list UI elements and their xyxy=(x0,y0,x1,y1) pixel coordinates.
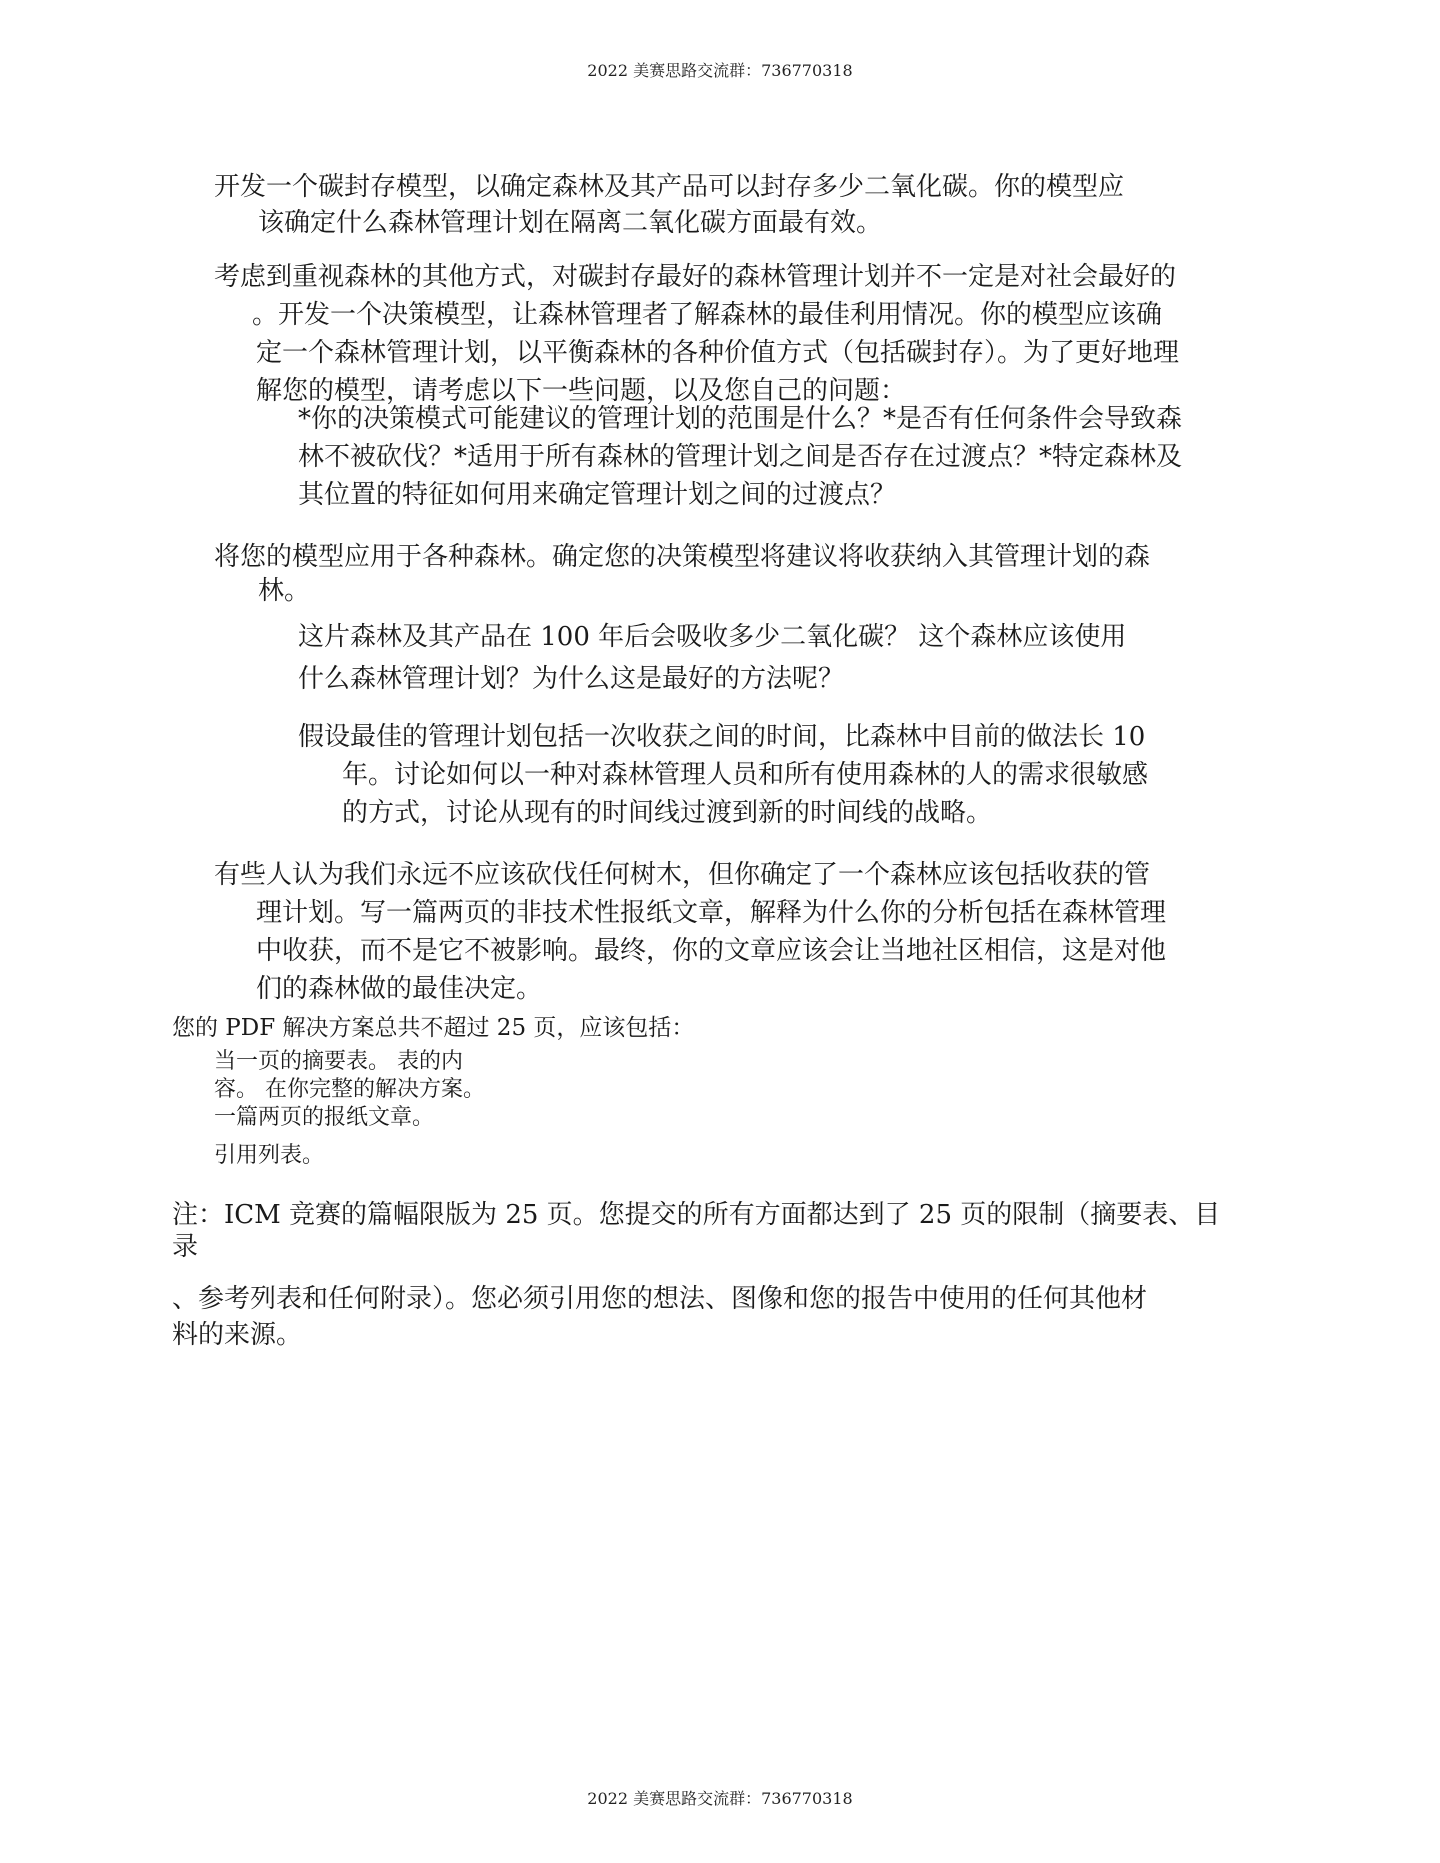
task2-line: 。开发一个决策模型，让森林管理者了解森林的最佳利用情况。你的模型应该确 xyxy=(252,300,1163,330)
task3-paragraph xyxy=(214,538,1150,614)
task4-paragraph xyxy=(214,856,1167,1008)
task2-question-line: 林不被砍伐？*适用于所有森林的管理计划之间是否存在过渡点？*特定森林及 xyxy=(298,442,1183,472)
page-footer: 2022 美赛思路交流群：736770318 xyxy=(587,1789,853,1808)
note-line: 、参考列表和任何附录）。您必须引用您的想法、图像和您的报告中使用的任何其他材 xyxy=(172,1284,1148,1314)
task3-subtask-1 xyxy=(298,616,1126,700)
task1-paragraph xyxy=(214,168,1124,244)
task4-line: 有些人认为我们永远不应该砍伐任何树木，但你确定了一个森林应该包括收获的管 xyxy=(214,860,1151,890)
task3-subtask-line: 什么森林管理计划？为什么这是最好的方法呢？ xyxy=(298,664,845,694)
submission-item: 一篇两页的报纸文章。 xyxy=(214,1105,435,1130)
task3-subtask-line: 这片森林及其产品在 100 年后会吸收多少二氧化碳？ 这个森林应该使用 xyxy=(298,622,1127,652)
submission-item: 容。 在你完整的解决方案。 xyxy=(214,1077,485,1102)
task1-line: 开发一个碳封存模型，以确定森林及其产品可以封存多少二氧化碳。你的模型应 xyxy=(214,172,1125,202)
task4-line: 中收获，而不是它不被影响。最终，你的文章应该会让当地社区相信，这是对他 xyxy=(256,936,1167,966)
task2-question-line: 其位置的特征如何用来确定管理计划之间的过渡点？ xyxy=(298,480,897,510)
task2-questions xyxy=(298,400,1182,514)
page-header: 2022 美赛思路交流群：736770318 xyxy=(587,61,853,80)
task3-subtask-line: 年。讨论如何以一种对森林管理人员和所有使用森林的人的需求很敏感 xyxy=(342,760,1149,790)
submission-list xyxy=(214,1048,485,1132)
note-paragraph xyxy=(172,1196,1220,1348)
note-line: 录 xyxy=(172,1232,199,1262)
task2-line: 考虑到重视森林的其他方式，对碳封存最好的森林管理计划并不一定是对社会最好的 xyxy=(214,262,1177,292)
task2-line: 定一个森林管理计划，以平衡森林的各种价值方式（包括碳封存）。为了更好地理 xyxy=(256,338,1180,368)
submission-last-item: 引用列表。 xyxy=(214,1143,325,1168)
note-line: 料的来源。 xyxy=(172,1320,303,1350)
task1-line: 该确定什么森林管理计划在隔离二氧化碳方面最有效。 xyxy=(258,208,883,238)
task3-subtask-line: 的方式，讨论从现有的时间线过渡到新的时间线的战略。 xyxy=(342,798,993,828)
task3-line: 林。 xyxy=(258,576,311,606)
submission-item: 当一页的摘要表。 表的内 xyxy=(214,1049,463,1074)
submission-intro: 您的 PDF 解决方案总共不超过 25 页，应该包括： xyxy=(172,1015,695,1041)
task4-line: 们的森林做的最佳决定。 xyxy=(256,974,543,1004)
task2-paragraph xyxy=(214,258,1180,410)
note-line: 注：ICM 竞赛的篇幅限版为 25 页。您提交的所有方面都达到了 25 页的限制（摘要表、目 xyxy=(172,1200,1221,1230)
task2-question-line: *你的决策模式可能建议的管理计划的范围是什么？*是否有任何条件会导致森 xyxy=(298,404,1183,434)
task3-line: 将您的模型应用于各种森林。确定您的决策模型将建议将收获纳入其管理计划的森 xyxy=(214,542,1151,572)
task4-line: 理计划。写一篇两页的非技术性报纸文章，解释为什么你的分析包括在森林管理 xyxy=(256,898,1167,928)
task2-line: 解您的模型，请考虑以下一些问题，以及您自己的问题： xyxy=(256,376,907,406)
task3-subtask-2 xyxy=(298,718,1149,832)
task3-subtask-line: 假设最佳的管理计划包括一次收获之间的时间，比森林中目前的做法长 10 xyxy=(298,722,1146,752)
